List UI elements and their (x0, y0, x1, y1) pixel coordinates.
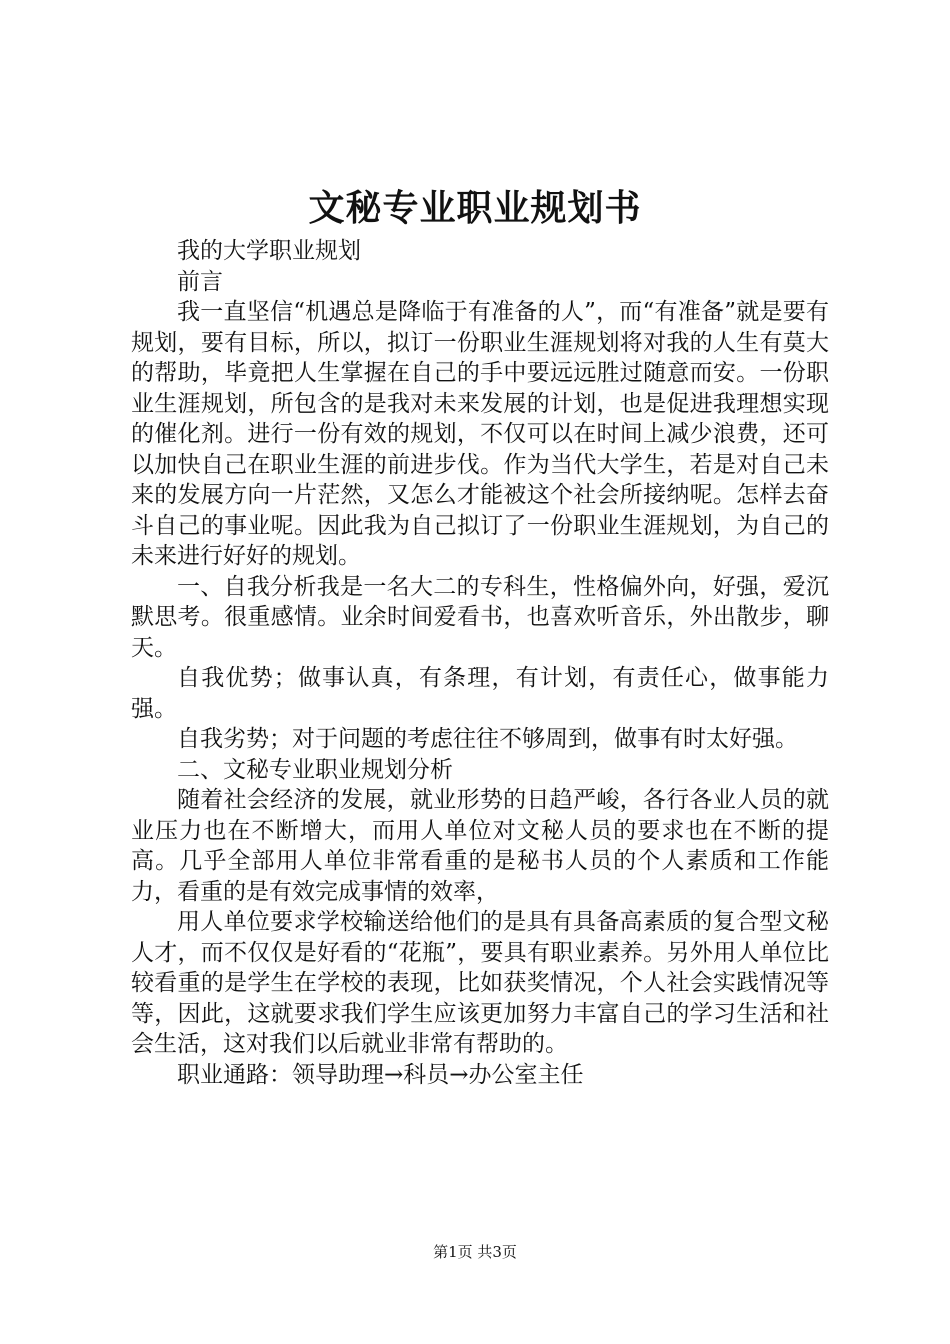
subtitle-paragraph: 我的大学职业规划 (177, 238, 361, 264)
weaknesses-paragraph: 自我劣势；对于问题的考虑往往不够周到，做事有时太好强。 (177, 726, 798, 752)
employment-analysis-paragraph: 随着社会经济的发展，就业形势的日趋严峻，各行各业人员的就业压力也在不断增大，而用人单位对文秘人员的要求也在不断的提高。几乎全部用人单位非常看重的是秘书人员的个人素质和工作能力，看重的是有效完成事情的效率， (131, 787, 829, 905)
preface-heading: 前言 (177, 268, 223, 295)
self-analysis-paragraph: 一、自我分析我是一名大二的专科生，性格偏外向，好强，爱沉默思考。很重感情。业余时间爱看书，也喜欢听音乐，外出散步，聊天。 (131, 573, 829, 661)
document-title: 文秘专业职业规划书 (308, 187, 642, 229)
document-body (131, 236, 829, 1090)
strengths-paragraph: 自我优势；做事认真，有条理，有计划，有责任心，做事能力强。 (131, 665, 829, 722)
page-footer: 第1页 共3页 (433, 1243, 517, 1261)
career-path-paragraph: 职业通路：领导助理→科员→办公室主任 (177, 1061, 584, 1088)
employer-requirements-paragraph: 用人单位要求学校输送给他们的是具有具备高素质的复合型文秘人才，而不仅仅是好看的“花瓶”，要具有职业素养。另外用人单位比较看重的是学生在学校的表现，比如获奖情况，个人社会实践情况等等，因此，这就要求我们学生应该更加努力丰富自己的学习生活和社会生活，这对我们以后就业非常有帮助的。 (131, 909, 829, 1057)
section-two-heading: 二、文秘专业职业规划分析 (177, 756, 453, 783)
preface-paragraph: 我一直坚信“机遇总是降临于有准备的人”，而“有准备”就是要有规划，要有目标，所以，拟订一份职业生涯规划将对我的人生有莫大的帮助，毕竟把人生掌握在自己的手中要远远胜过随意而安。一份职业生涯规划，所包含的是我对未来发展的计划，也是促进我理想实现的催化剂。进行一份有效的规划，不仅可以在时间上减少浪费，还可以加快自己在职业生涯的前进步伐。作为当代大学生，若是对自己未来的发展方向一片茫然，又怎么才能被这个社会所接纳呢。怎样去奋斗自己的事业呢。因此我为自己拟订了一份职业生涯规划，为自己的未来进行好好的规划。 (131, 299, 829, 569)
